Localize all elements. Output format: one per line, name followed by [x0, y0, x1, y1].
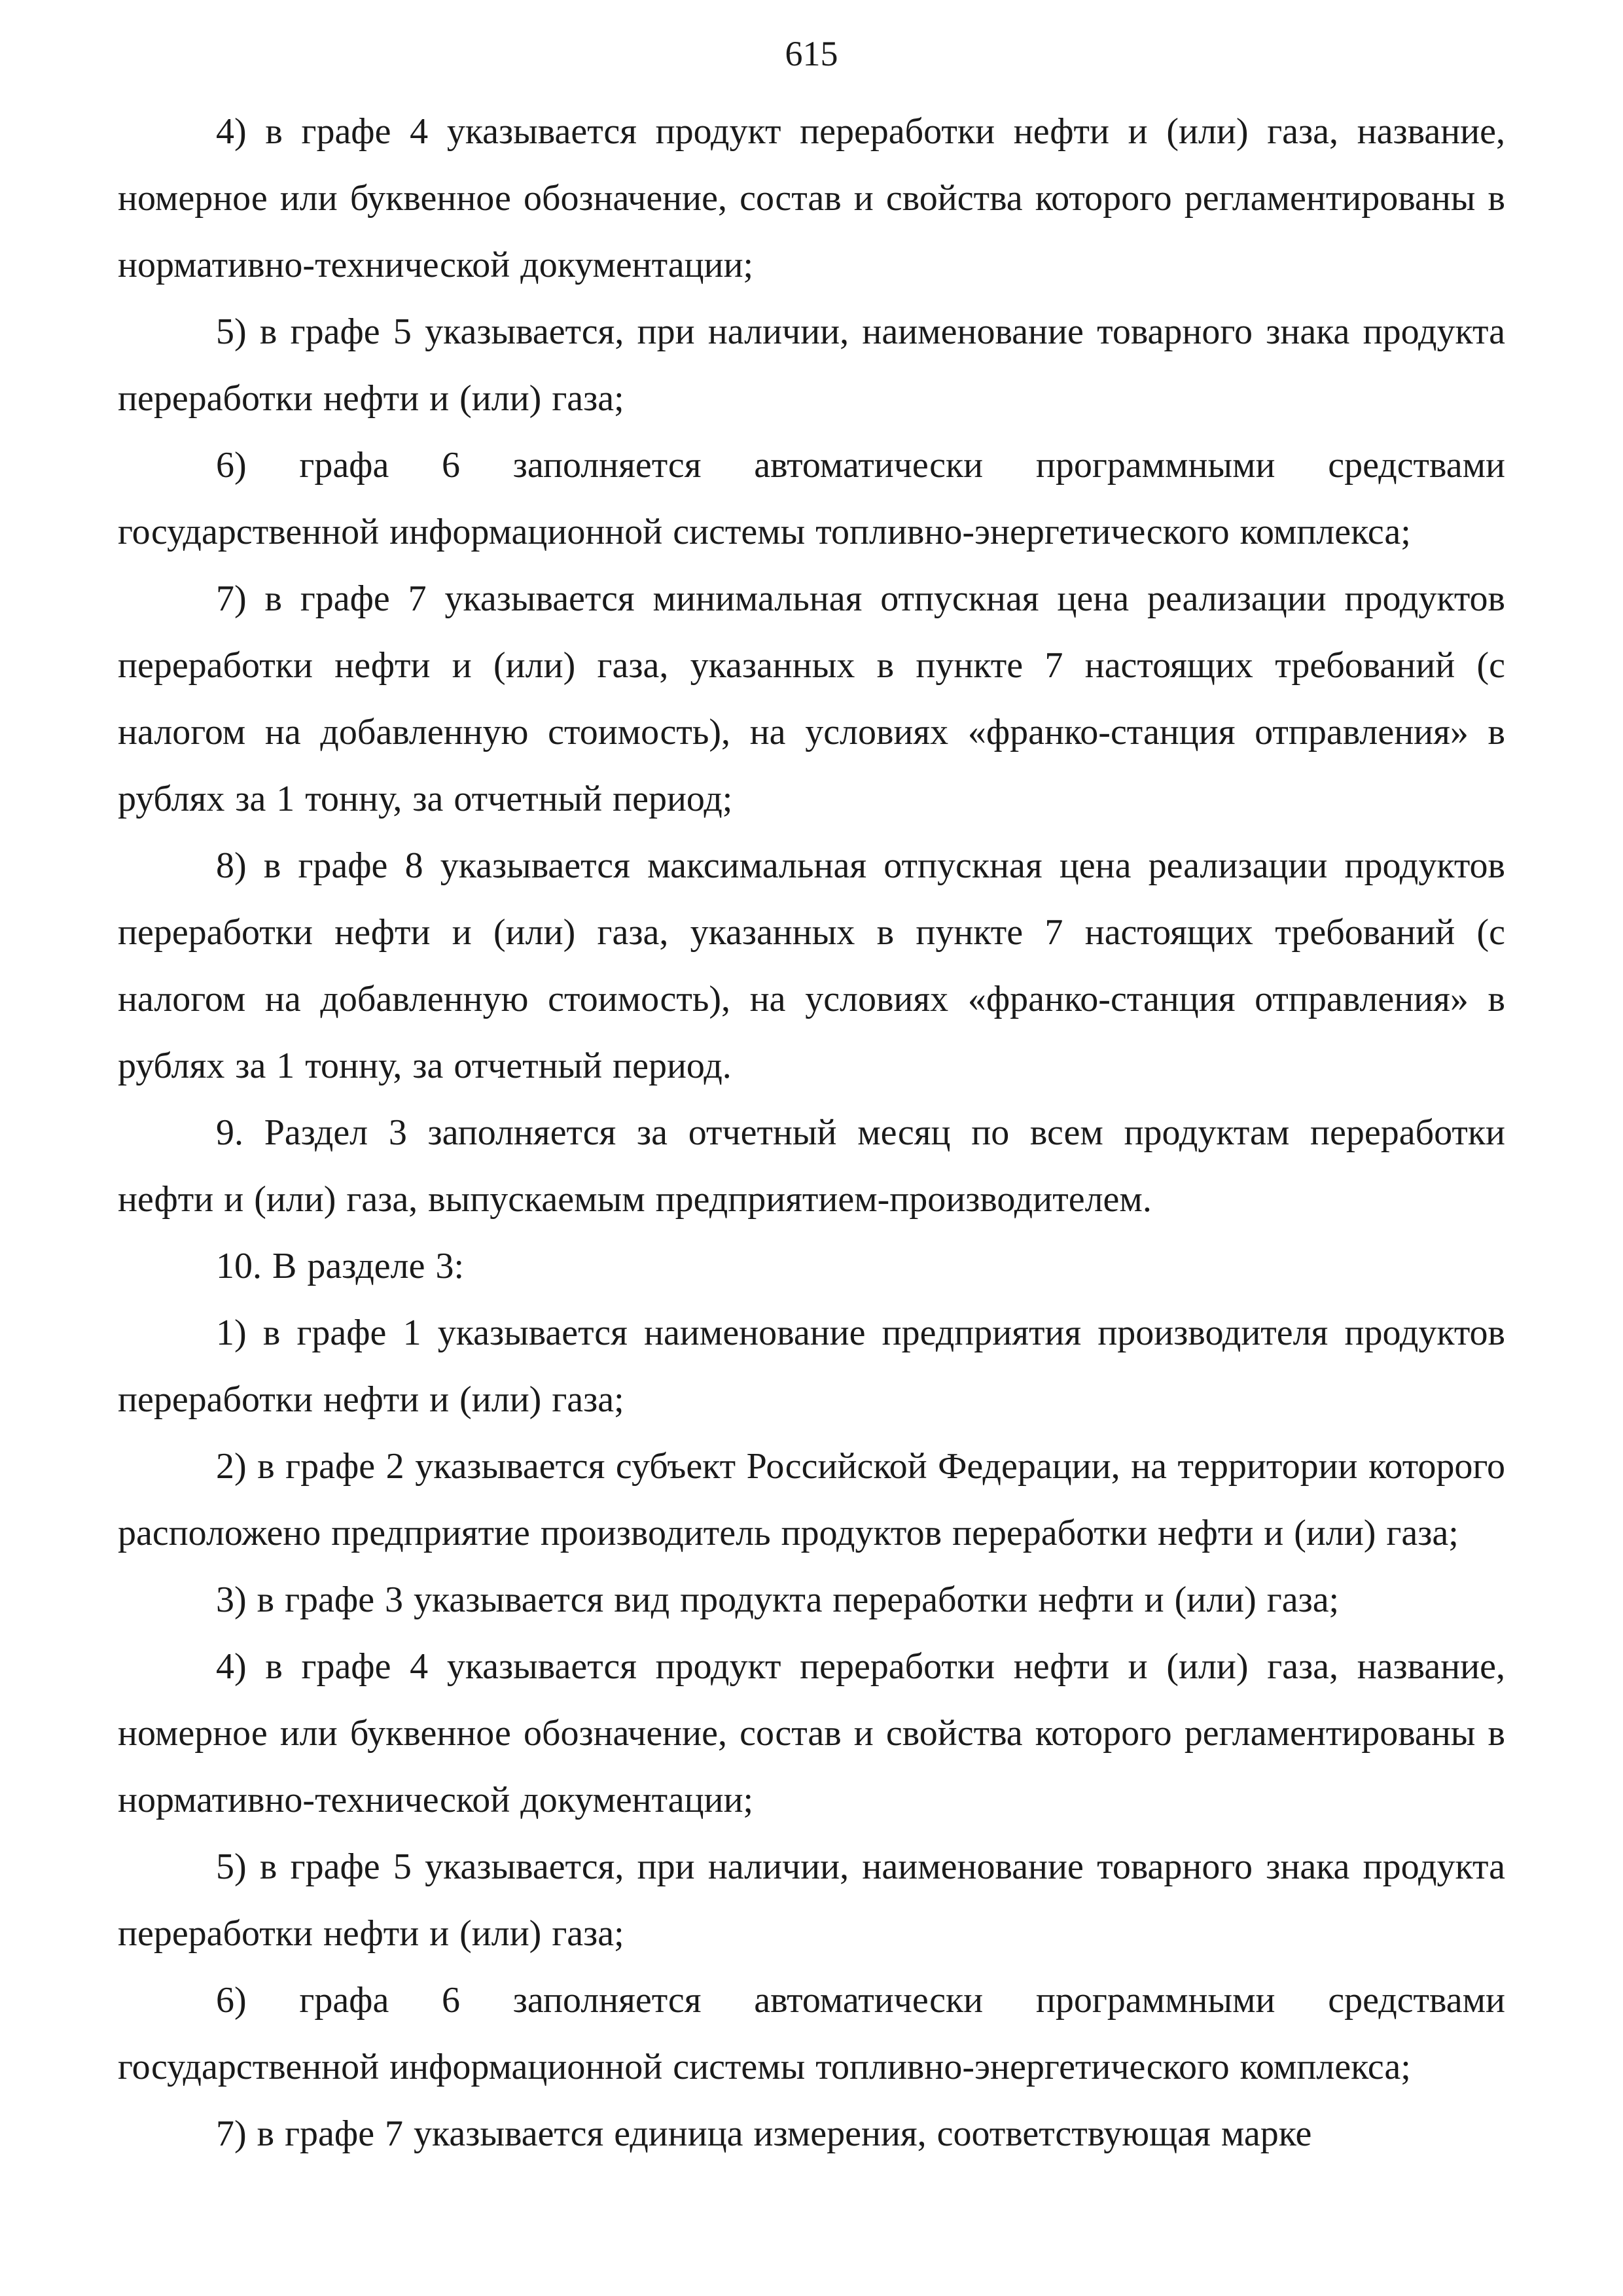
paragraph-sec3-item-6: 6) графа 6 заполняется автоматически программными средствами государственной информационной системы топливно-энергетического комплекса; — [118, 1980, 1505, 2087]
paragraph-sec3-item-2: 2) в графе 2 указывается субъект Российской Федерации, на территории которого расположено предприятие производитель продуктов переработки нефти и (или) газа; — [118, 1446, 1505, 1553]
paragraph-item-8: 8) в графе 8 указывается максимальная отпускная цена реализации продуктов переработки нефти и (или) газа, указанных в пункте 7 настоящих требований (с налогом на добавленную стоимость), на условиях «франко-станция отправления» в рублях за 1 тонну, за отчетный период. — [118, 845, 1505, 1086]
paragraph-clause-10: 10. В разделе 3: — [216, 1246, 465, 1286]
paragraph-item-5: 5) в графе 5 указывается, при наличии, наименование товарного знака продукта переработки нефти и (или) газа; — [118, 311, 1505, 419]
paragraph-sec3-item-3: 3) в графе 3 указывается вид продукта переработки нефти и (или) газа; — [216, 1580, 1340, 1620]
paragraph-clause-9: 9. Раздел 3 заполняется за отчетный месяц по всем продуктам переработки нефти и (или) газа, выпускаемым предприятием-производителем. — [118, 1112, 1505, 1220]
document-body — [118, 98, 1505, 2167]
paragraph-item-7: 7) в графе 7 указывается минимальная отпускная цена реализации продуктов переработки нефти и (или) газа, указанных в пункте 7 настоящих требований (с налогом на добавленную стоимость), на условиях «франко-станция отправления» в рублях за 1 тонну, за отчетный период; — [118, 578, 1505, 819]
paragraph-sec3-item-7: 7) в графе 7 указывается единица измерения, соответствующая марке — [216, 2113, 1312, 2154]
paragraph-sec3-item-4: 4) в графе 4 указывается продукт переработки нефти и (или) газа, название, номерное или буквенное обозначение, состав и свойства которого регламентированы в нормативно-технической документации; — [118, 1646, 1505, 1820]
paragraph-sec3-item-1: 1) в графе 1 указывается наименование предприятия производителя продуктов переработки нефти и (или) газа; — [118, 1313, 1505, 1420]
paragraph-item-6: 6) графа 6 заполняется автоматически программными средствами государственной информационной системы топливно-энергетического комплекса; — [118, 445, 1505, 552]
paragraph-sec3-item-5: 5) в графе 5 указывается, при наличии, наименование товарного знака продукта переработки нефти и (или) газа; — [118, 1846, 1505, 1954]
page-number: 615 — [785, 34, 838, 73]
paragraph-item-4: 4) в графе 4 указывается продукт переработки нефти и (или) газа, название, номерное или буквенное обозначение, состав и свойства которого регламентированы в нормативно-технической документации; — [118, 111, 1505, 285]
